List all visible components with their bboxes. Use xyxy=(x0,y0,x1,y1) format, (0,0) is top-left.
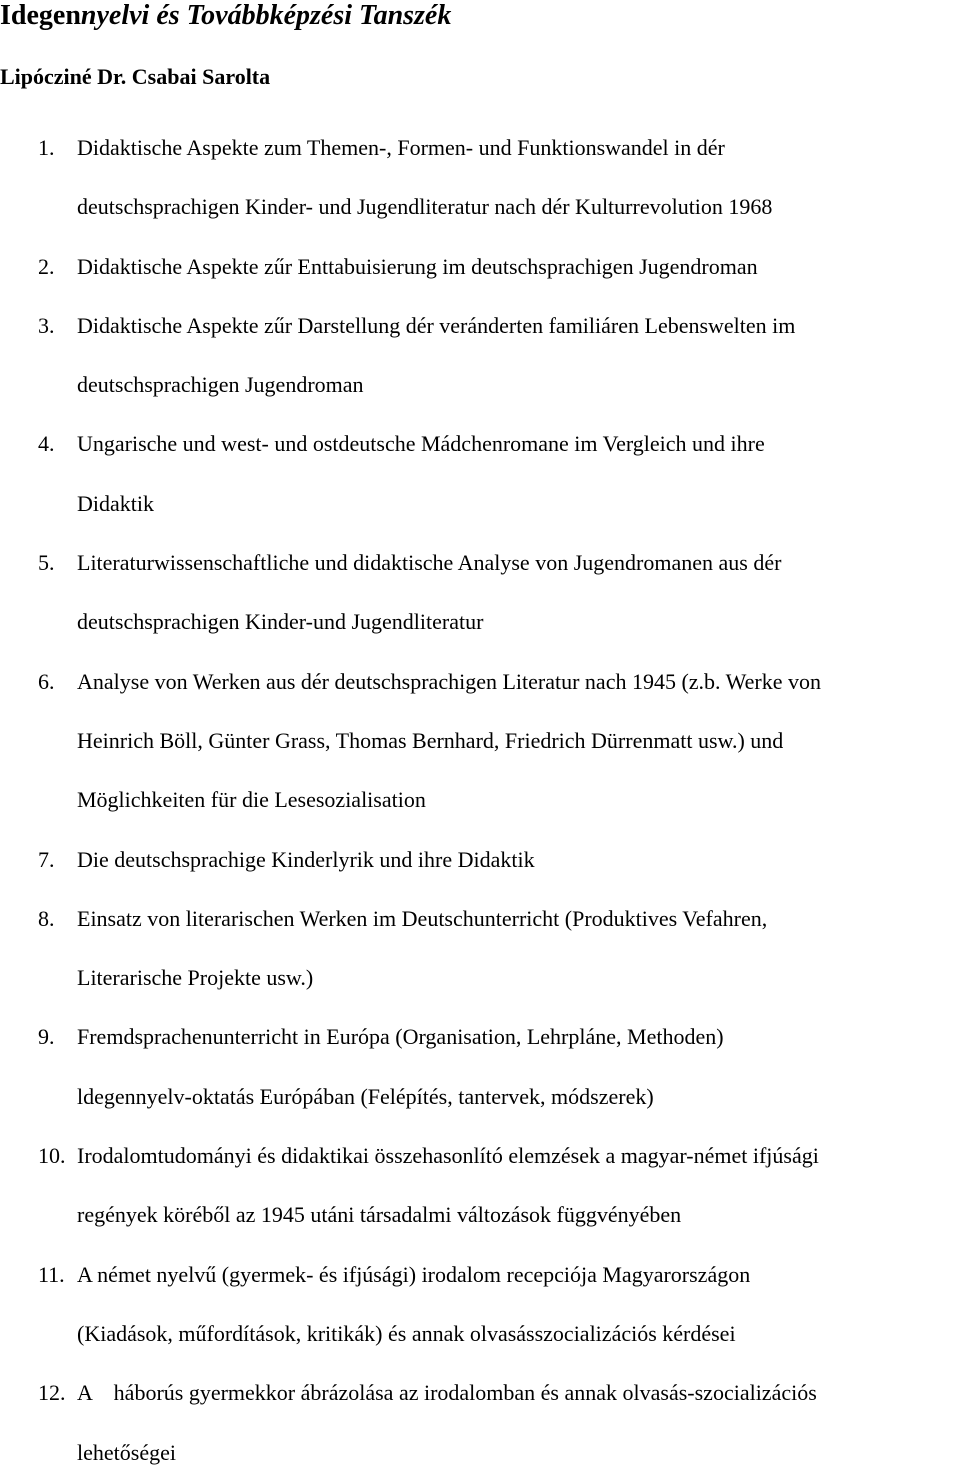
topic-number: 2. xyxy=(38,253,55,279)
page-title-part2: nyelvi és Továbbképzési Tanszék xyxy=(80,0,452,31)
topic-line: regények köréből az 1945 utáni társadalmi változások függvényében xyxy=(77,1202,682,1228)
topic-line: deutschsprachigen Kinder-und Jugendliteratur xyxy=(77,609,484,635)
author-name: Lipócziné Dr. Csabai Sarolta xyxy=(0,64,271,89)
page-title-part1: Idegen xyxy=(0,0,81,31)
topic-number: 7. xyxy=(38,846,55,872)
topic-number: 8. xyxy=(38,905,55,931)
topic-line: (Kiadások, műfordítások, kritikák) és annak olvasásszocializációs kérdései xyxy=(77,1320,736,1346)
topic-item-6 xyxy=(0,652,960,830)
topic-line: ldegennyelv-oktatás Európában (Felépítés, tantervek, módszerek) xyxy=(77,1083,654,1109)
topic-line: deutschsprachigen Kinder- und Jugendliteratur nach dér Kulturrevolution 1968 xyxy=(77,194,773,220)
topic-number: 4. xyxy=(38,431,55,457)
topic-item-11 xyxy=(0,1245,960,1364)
topic-line: deutschsprachigen Jugendroman xyxy=(77,372,364,398)
topic-item-2 xyxy=(0,237,960,296)
topic-line: Einsatz von literarischen Werken im Deutschunterricht (Produktives Vefahren, xyxy=(77,905,768,931)
topic-line: Literarische Projekte usw.) xyxy=(77,965,314,991)
topic-number: 1. xyxy=(38,135,55,160)
topic-line: Didaktische Aspekte zűr Enttabuisierung im deutschsprachigen Jugendroman xyxy=(77,253,758,279)
topic-line: Ungarische und west- und ostdeutsche Mádchenromane im Vergleich und ihre xyxy=(77,431,765,457)
topic-line: Didaktische Aspekte zűr Darstellung dér veránderten familiáren Lebenswelten im xyxy=(77,312,796,338)
topic-number: 12. xyxy=(38,1380,66,1406)
topic-line: Didaktik xyxy=(77,490,154,516)
page-title xyxy=(0,0,451,32)
topic-line: Didaktische Aspekte zum Themen-, Formen- und Funktionswandel in dér xyxy=(77,135,725,160)
topic-line: Möglichkeiten für die Lesesozialisation xyxy=(77,787,426,813)
topic-number: 10. xyxy=(38,1143,66,1169)
topic-line: Heinrich Böll, Günter Grass, Thomas Bernhard, Friedrich Dürrenmatt usw.) und xyxy=(77,727,784,753)
topic-number: 11. xyxy=(38,1261,65,1287)
topic-line: Literaturwissenschaftliche und didaktische Analyse von Jugendromanen aus dér xyxy=(77,550,782,576)
topic-item-7 xyxy=(0,830,960,889)
topic-line: Die deutschsprachige Kinderlyrik und ihre Didaktik xyxy=(77,846,535,872)
topic-item-5 xyxy=(0,533,960,652)
topic-item-9 xyxy=(0,1007,960,1126)
topic-line: lehetőségei xyxy=(77,1439,176,1465)
topic-number: 5. xyxy=(38,550,55,576)
topic-list xyxy=(0,118,960,1482)
topic-item-8 xyxy=(0,889,960,1008)
topic-number: 6. xyxy=(38,668,55,694)
topic-item-4 xyxy=(0,414,960,533)
topic-item-10 xyxy=(0,1126,960,1245)
topic-item-12 xyxy=(0,1363,960,1482)
topic-item-1 xyxy=(0,118,960,237)
topic-number: 9. xyxy=(38,1024,55,1050)
topic-line: Analyse von Werken aus dér deutschsprachigen Literatur nach 1945 (z.b. Werke von xyxy=(77,668,822,694)
topic-number: 3. xyxy=(38,312,55,338)
topic-line: Fremdsprachenunterricht in Európa (Organisation, Lehrpláne, Methoden) xyxy=(77,1024,724,1050)
topic-line: A német nyelvű (gyermek- és ifjúsági) irodalom recepciója Magyarországon xyxy=(77,1261,751,1287)
topic-item-3 xyxy=(0,296,960,415)
topic-line: A háborús gyermekkor ábrázolása az irodalomban és annak olvasás-szocializációs xyxy=(77,1380,817,1406)
topic-line: Irodalomtudományi és didaktikai összehasonlító elemzések a magyar-német ifjúsági xyxy=(77,1143,819,1169)
